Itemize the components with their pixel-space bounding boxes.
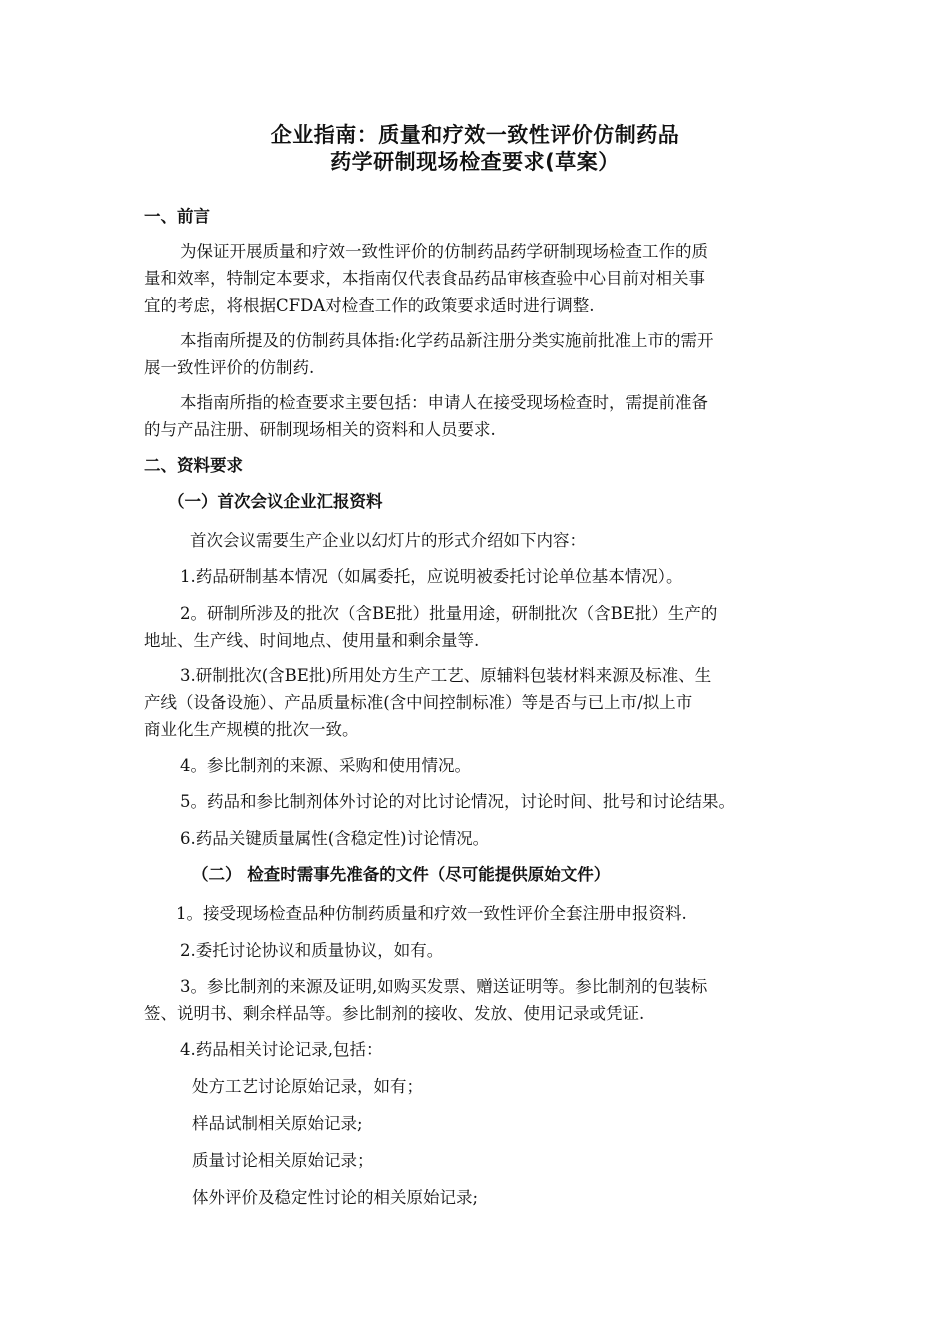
sub1-item6: 6.药品关键质量属性(含稳定性)讨论情况。 [180, 829, 490, 848]
section1-para2-line2: 展一致性评价的仿制药. [144, 358, 315, 377]
sub1-item1: 1.药品研制基本情况（如属委托，应说明被委托讨论单位基本情况）。 [180, 567, 683, 586]
sub2-item1: 1。接受现场检查品种仿制药质量和疗效一致性评价全套注册申报资料. [176, 904, 687, 923]
sub1-item2-line1: 2。研制所涉及的批次（含BE批）批量用途，研制批次（含BE批）生产的 [180, 604, 718, 623]
sub1-heading: （一）首次会议企业汇报资料 [168, 492, 383, 511]
section1-para1-line3: 宜的考虑，将根据CFDA对检查工作的政策要求适时进行调整. [144, 296, 595, 315]
section1-para3-line1: 本指南所指的检查要求主要包括：申请人在接受现场检查时，需提前准备 [180, 393, 708, 412]
sub1-item2-line2: 地址、生产线、时间地点、使用量和剩余量等. [144, 631, 480, 650]
sub2-item3-line2: 签、说明书、剩余样品等。参比制剂的接收、发放、使用记录或凭证. [144, 1004, 645, 1023]
sub2-item4-sub-d: 体外评价及稳定性讨论的相关原始记录; [192, 1188, 479, 1207]
section1-heading: 一、前言 [144, 207, 210, 226]
sub2-item2: 2.委托讨论协议和质量协议，如有。 [180, 941, 444, 960]
sub2-heading: （二） 检查时需事先准备的文件（尽可能提供原始文件） [192, 865, 611, 884]
section1-para3-line2: 的与产品注册、研制现场相关的资料和人员要求. [144, 420, 496, 439]
sub1-item3-line3: 商业化生产规模的批次一致。 [144, 720, 359, 739]
sub2-item4-sub-c: 质量讨论相关原始记录； [192, 1151, 374, 1170]
sub1-item3-line1: 3.研制批次(含BE批)所用处方生产工艺、原辅料包装材料来源及标准、生 [180, 666, 712, 685]
sub2-item3-line1: 3。参比制剂的来源及证明,如购买发票、赠送证明等。参比制剂的包装标 [180, 977, 708, 996]
section2-heading: 二、资料要求 [144, 456, 243, 475]
sub1-intro: 首次会议需要生产企业以幻灯片的形式介绍如下内容： [190, 531, 586, 550]
section1-para2-line1: 本指南所提及的仿制药具体指:化学药品新注册分类实施前批准上市的需开 [180, 331, 714, 350]
section1-para1-line2: 量和效率，特制定本要求，本指南仅代表食品药品审核查验中心目前对相关事 [144, 269, 705, 288]
sub1-item3-line2: 产线（设备设施）、产品质量标准(含中间控制标准）等是否与已上市/拟上市 [144, 693, 693, 712]
sub1-item5: 5。药品和参比制剂体外讨论的对比讨论情况，讨论时间、批号和讨论结果。 [180, 792, 735, 811]
document-title-line1: 企业指南：质量和疗效一致性评价仿制药品 [270, 123, 680, 147]
section1-para1-line1: 为保证开展质量和疗效一致性评价的仿制药品药学研制现场检查工作的质 [180, 242, 708, 261]
sub2-item4-sub-a: 处方工艺讨论原始记录，如有； [192, 1077, 423, 1096]
sub1-item4: 4。参比制剂的来源、采购和使用情况。 [180, 756, 471, 775]
document-title-line2: 药学研制现场检查要求(草案） [330, 150, 620, 174]
sub2-item4-sub-b: 样品试制相关原始记录; [192, 1114, 363, 1133]
sub2-item4: 4.药品相关讨论记录,包括： [180, 1040, 383, 1059]
